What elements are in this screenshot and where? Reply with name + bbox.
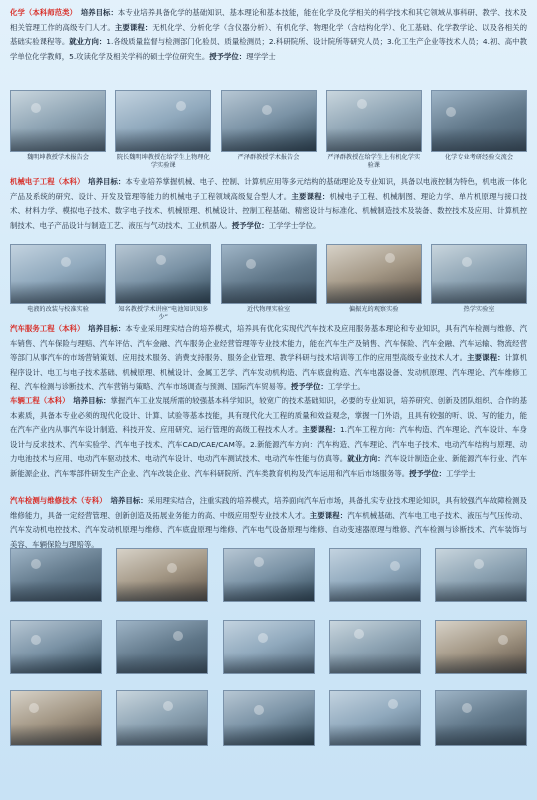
chemistry-courses-label: 主要课程：	[114, 22, 153, 32]
photo-card	[221, 244, 317, 322]
photo-card	[115, 90, 211, 170]
seminar-photo	[431, 90, 527, 152]
vehicle-section	[10, 394, 527, 481]
mechanical-degree-text: 工学学士学位。	[268, 220, 321, 230]
vehicle-title: 车辆工程（本科）	[10, 396, 66, 405]
workshop-photo	[329, 620, 421, 674]
chemistry-employment-text: 1.各级质量监督与检测部门化验员、质量检测员；2.科研院所、设计院所等研究人员；3.化工生产企业等技术人员；4.初、高中教学单位化学教师，5.攻读化学及相关学科的硕士学位研究生。	[10, 37, 527, 61]
lab-photo	[326, 90, 422, 152]
workshop-photo	[116, 548, 208, 602]
classroom-photo	[116, 690, 208, 746]
chemistry-degree-text: 理学学士	[246, 51, 276, 61]
photo-caption: 严泽群教授在给学生上有机化学实验课	[327, 154, 421, 169]
photo-card	[431, 90, 527, 170]
repair-photo-row-3	[10, 690, 527, 746]
auto-repair-title: 汽车检测与维修技术（专科）	[10, 496, 104, 505]
photo-card	[221, 90, 317, 170]
photo-caption: 近代物理实验室	[246, 306, 291, 313]
lecture-photo	[115, 244, 211, 304]
chemistry-goal-text: 本专业培养具备化学的基础知识、基本理论和基本技能，能在化学及化学相关的科学技术和其它领域从事科研、教学、技术及相关管理工作的高级专门人才。	[10, 8, 527, 32]
photo-caption: 电液的改装与校准实验	[27, 306, 89, 313]
photo-caption: 偏振光的观察实验	[349, 306, 399, 313]
photo-caption: 化学专业考研经验交流会	[444, 154, 514, 161]
workshop-photo	[10, 690, 102, 746]
photo-card	[10, 90, 106, 170]
auto-service-goal-text: 本专业采用理实结合的培养模式，培养具有优化实现代汽车技术及应用服务基本理论和专业知识，具有汽车检测与维修、汽车销售、汽车保险与理赔、汽车评估、汽车金融、汽车服务企业经营管理等专业技术能力，能在汽车生产及销售、汽车保险、汽车金融、汽车运输、物流经营等部门从事汽车的市场营销策划、应用技术服务、消费支持服务、服务企业管理、教学科研与技术培训等工作的应用型高级专业技术人才。	[10, 324, 527, 362]
vehicle-employment-text: 汽车设计制造企业、新能源汽车行业、汽车新能源企业、汽车零部件研发生产企业、汽车改装企业、汽车科研院所、汽车类教育机构及汽车运用和汽车后市场服务等。	[10, 454, 527, 478]
mechanical-section	[10, 175, 527, 233]
engine-photo	[223, 548, 315, 602]
vehicle-employment-label: 就业方向：	[347, 454, 385, 463]
vehicle-degree-label: 授予学位：	[409, 468, 447, 478]
vehicle-courses-label: 主要课程：	[302, 425, 340, 434]
workshop-photo	[10, 548, 102, 602]
vehicle-goal-text: 掌握汽车工业发展所需的较强基本科学知识，较宽广的技术基础知识，必要的专业知识，培养研究、创新及团队组织、合作的基本素质，具备本专业必须的现代化设计、计算、试验等基本技能，具有现代化大工程的质量和效益观念，掌握一门外语，且具有较强的听、说、写的能力，能在汽车产业内从事汽车设计制造、科技开发、应用研究、运行管理的高级工程技术人才。	[10, 396, 527, 434]
auto-repair-section	[10, 494, 527, 552]
training-photo	[435, 690, 527, 746]
auto-repair-courses-label: 主要课程：	[309, 510, 348, 520]
vehicle-degree-text: 工学学士	[446, 468, 476, 478]
photo-caption: 知名教授学术讲座“电池知识知多少”	[118, 306, 209, 321]
mechanical-goal-text: 本专业培养掌握机械、电子、控制、计算机应用等多元结构的基础理论及专业知识，具备以电液控制为特色，机电液一体化产品及系统的研究、设计、开发及管理等能力的机械电子工程领域高级复合型人才。	[10, 177, 527, 201]
lecture-photo	[221, 90, 317, 152]
repair-photo-row-1	[10, 548, 527, 602]
photo-card	[326, 244, 422, 322]
photo-caption: 魏明坤教授学术报告会	[27, 154, 89, 161]
chemistry-degree-label: 授予学位：	[209, 51, 247, 61]
training-photo	[10, 620, 102, 674]
chemistry-courses-text: 无机化学、分析化学（含仪器分析）、有机化学、物理化学（含结构化学）、化工基础、化学教学论、以及各相关的基础实验课程等。	[10, 22, 527, 46]
lab-photo	[10, 244, 106, 304]
photo-card	[10, 244, 106, 322]
auto-service-courses-label: 主要课程：	[467, 353, 505, 362]
lab-photo	[431, 244, 527, 304]
auto-service-degree-text: 工学学士。	[327, 382, 365, 391]
photo-card	[326, 90, 422, 170]
workshop-photo	[329, 548, 421, 602]
auto-repair-courses-text: 汽车机械基础、汽车电工电子技术、液压与气压传动、汽车发动机电控技术、汽车发动机原理与维修、汽车底盘原理与维修、汽车电气设备原理与维修、自动变速器原理与维修、汽车检测与诊断技术、汽车装饰与美容、车辆保险与理赔等。	[10, 510, 527, 549]
auto-repair-goal-text: 采用理实结合，注重实践的培养模式，培养面向汽车后市场，具备扎实专业技术理论知识，具有较强汽车故障检测及维修能力，具备一定经营管理、创新创造及拓展业务能力的高、中级应用型专业技术人才。	[10, 496, 527, 520]
workshop-photo	[116, 620, 208, 674]
car-photo	[223, 690, 315, 746]
mechanical-title: 机械电子工程（本科）	[10, 177, 81, 186]
lab-photo	[115, 90, 211, 152]
lab-photo	[326, 244, 422, 304]
photo-caption: 院长魏明坤教授在给学生上物理化学实验课	[116, 154, 210, 169]
car-lift-photo	[435, 548, 527, 602]
workshop-photo	[435, 620, 527, 674]
workshop-photo	[329, 690, 421, 746]
auto-service-goal-label: 培养目标：	[88, 324, 126, 333]
chemistry-goal-label: 培养目标：	[80, 8, 118, 17]
mechanical-courses-text: 机械电子工程、机械制图、理论力学、单片机原理与接口技术、材料力学、模拟电子技术、数字电子技术、机械原理、机械设计、控制工程基础、精密设计与标准化、机械制造技术及装备、数控技术及应用、计算机控制技术、电子产品设计与制造工艺、液压与气动技术、工业机器人。	[10, 191, 527, 230]
auto-service-section	[10, 322, 527, 395]
photo-caption: 严泽群教授学术报告会	[237, 154, 300, 161]
vehicle-courses-text: 1.汽车工程方向：汽车构造、汽车理论、汽车设计、车身设计与反求技术、汽车实验学、汽车电子技术、汽车CAD/CAE/CAM等。2.新能源汽车方向：汽车构造、汽车理论、汽车电子技术、电动汽车结构与原理、动力电池技术与应用、电动汽车驱动技术、电动汽车设计、电动汽车测试技术、电动汽车性能与仿真等。	[10, 425, 527, 463]
chemistry-title: 化学（本科师范类）	[10, 8, 74, 17]
auto-service-degree-label: 授予学位：	[290, 382, 328, 391]
mechanical-degree-label: 授予学位：	[231, 220, 269, 230]
lab-photo	[223, 620, 315, 674]
lecture-photo	[10, 90, 106, 152]
chemistry-employment-label: 就业方向：	[69, 37, 107, 46]
mechanical-goal-label: 培养目标：	[88, 177, 126, 186]
mechanical-photo-row	[10, 244, 527, 322]
lab-photo	[221, 244, 317, 304]
auto-repair-goal-label: 培养目标：	[110, 496, 148, 505]
auto-service-courses-text: 计算机程序设计、电工与电子技术基础、机械原理、机械设计、金属工艺学、汽车发动机构造、汽车底盘构造、汽车电器设备、发动机原理、汽车理论、汽车维修工程、汽车检测与诊断技术、汽车营销与策略、汽车市场调查与预测、国际汽车贸易等。	[10, 353, 527, 391]
chemistry-section	[10, 6, 527, 64]
photo-card	[115, 244, 211, 322]
auto-service-title: 汽车服务工程（本科）	[10, 324, 81, 333]
photo-caption: 热学实验室	[463, 306, 495, 313]
photo-card	[431, 244, 527, 322]
vehicle-goal-label: 培养目标：	[73, 396, 111, 405]
mechanical-courses-label: 主要课程：	[291, 191, 330, 201]
chemistry-photo-row	[10, 90, 527, 170]
repair-photo-row-2	[10, 620, 527, 674]
